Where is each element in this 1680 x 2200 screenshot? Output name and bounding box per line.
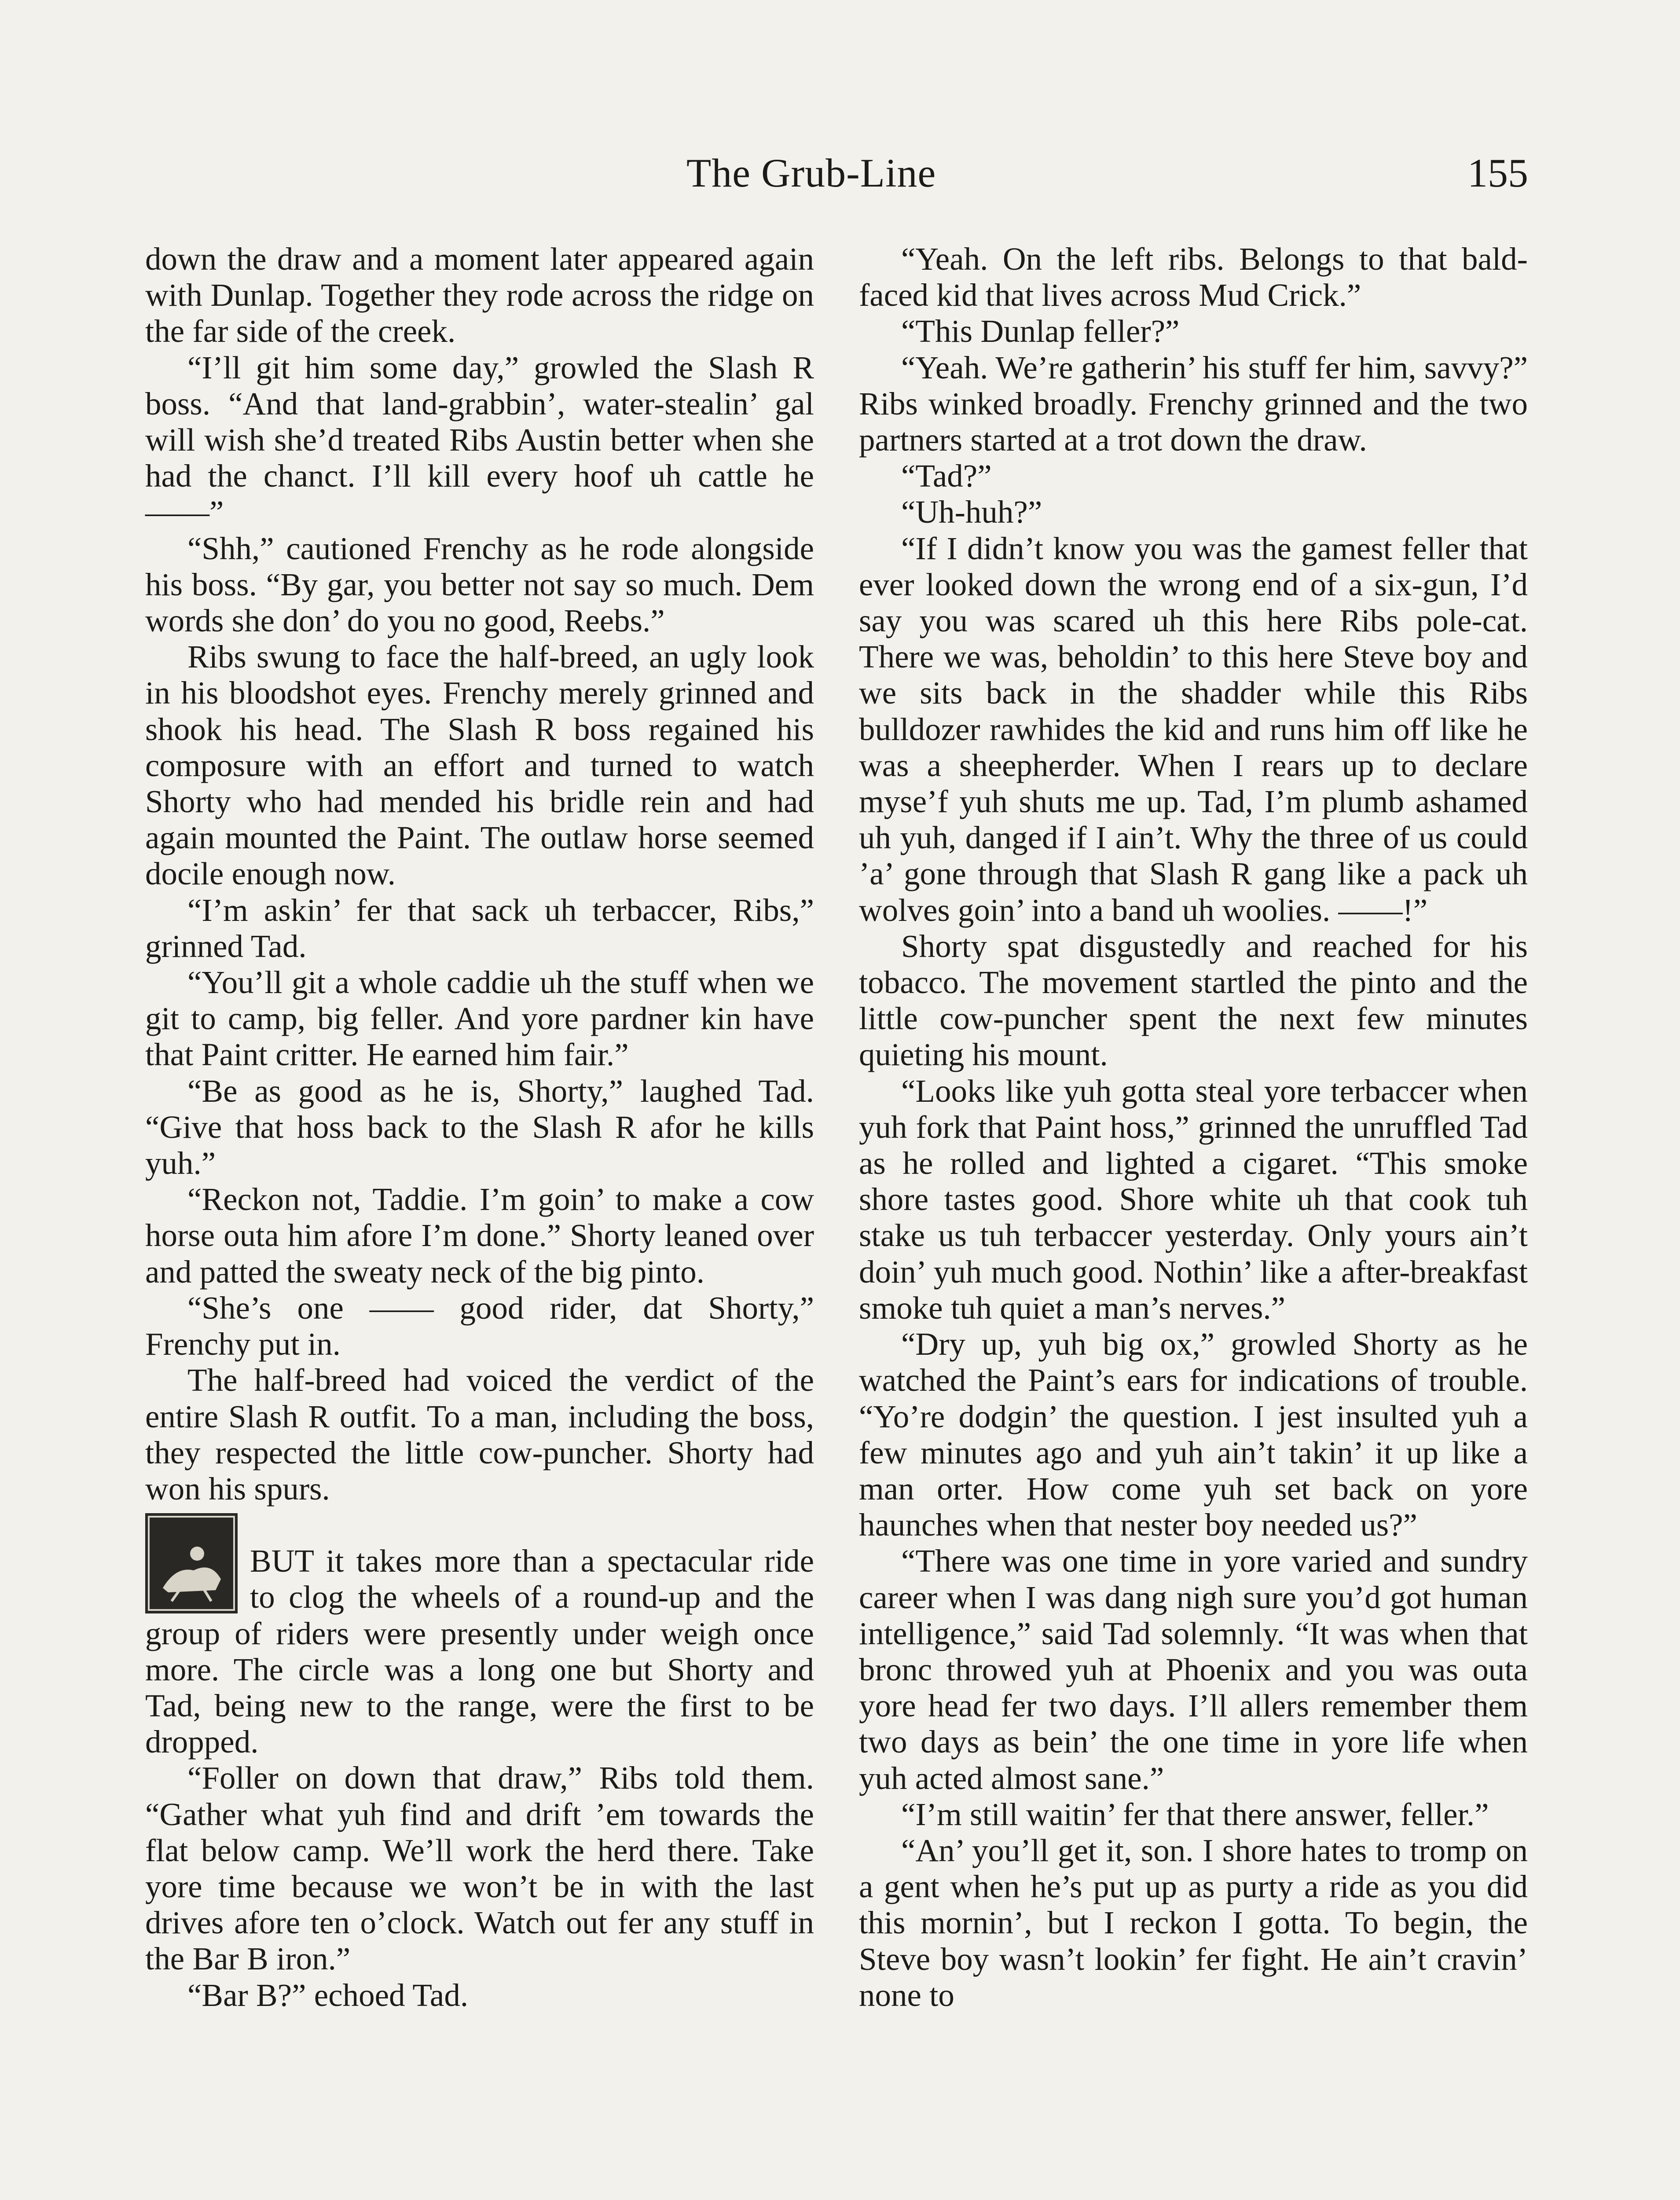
paragraph: “Shh,” cautioned Frenchy as he rode alongside his boss. “By gar, you better not say so much. Dem words she don’ do you no good, Reebs.” [145,530,814,639]
paragraph: “If I didn’t know you was the gamest feller that ever looked down the wrong end of a six-gun, I’d say you was scared uh this here Ribs pole-cat. There we was, beholdin’ to this here Steve boy and we sits back in the shadder while this Ribs bulldozer rawhides the kid and runs him off like he was a sheepherder. When I rears up to declare myse’f yuh shuts me up. Tad, I’m plumb ashamed uh yuh, danged if I ain’t. Why the three of us could ’a’ gone through that Slash R gang like a pack uh wolves goin’ into a band uh woolies. ——!” [859,530,1528,928]
paragraph: down the draw and a moment later appeared again with Dunlap. Together they rode across the ridge on the far side of the creek. [145,241,814,349]
paragraph: “Bar B?” echoed Tad. [187,1977,469,2013]
paragraph: BUT it takes more than a spectacular ride to clog the wheels of a round-up and the group of riders were presently under weigh once more. The circle was a long one but Shorty and Tad, being new to the range, were the first to be dropped. [145,1543,814,1760]
page-number: 155 [1467,150,1528,195]
paragraph: “Looks like yuh gotta steal yore terbaccer when yuh fork that Paint hoss,” grinned the unruffled Tad as he rolled and lighted a cigaret. “This smoke shore tastes good. Shore white uh that cook tuh stake us tuh terbaccer yesterday. Only yours ain’t doin’ yuh much good. Nothin’ like a after-breakfast smoke tuh quiet a man’s nerves.” [859,1073,1528,1326]
paragraph: “Reckon not, Taddie. I’m goin’ to make a cow horse outa him afore I’m done.” Shorty leaned over and patted the sweaty neck of the big pinto. [145,1181,814,1290]
paragraph: “You’ll git a whole caddie uh the stuff when we git to camp, big feller. And yore pardner kin have that Paint critter. He earned him fair.” [145,964,814,1073]
paragraph: “I’m askin’ fer that sack uh terbaccer, Ribs,” grinned Tad. [145,892,814,964]
left-column [145,241,814,2013]
paragraph: Ribs swung to face the half-breed, an ugly look in his bloodshot eyes. Frenchy merely grinned and shook his head. The Slash R boss regained his composure with an effort and turned to watch Shorty who had mended his bridle rein and had again mounted the Paint. The outlaw horse seemed docile enough now. [145,639,814,892]
rider-ornament-icon [145,1513,238,1613]
paragraph: “This Dunlap feller?” [901,313,1180,349]
paragraph: “Foller on down that draw,” Ribs told them. “Gather what yuh find and drift ’em towards the flat below camp. We’ll work the herd there. Take yore time because we won’t be in with the last drives afore ten o’clock. Watch out fer any stuff in the Bar B iron.” [145,1760,814,1977]
running-head: The Grub-Line [686,150,936,195]
paragraph: “I’ll git him some day,” growled the Slash R boss. “And that land-grabbin’, water-stealin’ gal will wish she’d treated Ribs Austin better when she had the chanct. I’ll kill every hoof uh cattle he ——” [145,349,814,530]
paragraph: Shorty spat disgustedly and reached for his tobacco. The movement startled the pinto and the little cow-puncher spent the next few minutes quieting his mount. [859,928,1528,1073]
paragraph: “I’m still waitin’ fer that there answer, feller.” [901,1796,1489,1832]
paragraph: “She’s one —— good rider, dat Shorty,” Frenchy put in. [145,1290,814,1362]
paragraph: “Yeah. On the left ribs. Belongs to that bald-faced kid that lives across Mud Crick.” [859,241,1528,313]
paragraph: “Tad?” [901,458,992,494]
paragraph: The half-breed had voiced the verdict of the entire Slash R outfit. To a man, including the boss, they respected the little cow-puncher. Shorty had won his spurs. [145,1362,814,1507]
paragraph: “There was one time in yore varied and sundry career when I was dang nigh sure you’d got human intelligence,” said Tad solemnly. “It was when that bronc throwed yuh at Phoenix and you was outa yore head fer two days. I’ll allers remember them two days as bein’ the one time in yore life when yuh acted almost sane.” [859,1543,1528,1796]
section-ornament-illustration [145,1513,238,1613]
paragraph: “An’ you’ll get it, son. I shore hates to tromp on a gent when he’s put up as purty a ride as you did this mornin’, but I reckon I gotta. To begin, the Steve boy wasn’t lookin’ fer fight. He ain’t cravin’ none to [859,1832,1528,2013]
paragraph: “Dry up, yuh big ox,” growled Shorty as he watched the Paint’s ears for indications of trouble. “Yo’re dodgin’ the question. I jest insulted yuh a few minutes ago and yuh ain’t takin’ it up like a man orter. How come yuh set back on yore haunches when that nester boy needed us?” [859,1326,1528,1543]
paragraph: “Be as good as he is, Shorty,” laughed Tad. “Give that hoss back to the Slash R afor he kills yuh.” [145,1073,814,1181]
paragraph: “Yeah. We’re gatherin’ his stuff fer him, savvy?” Ribs winked broadly. Frenchy grinned and the two partners started at a trot down the draw. [859,349,1528,458]
paragraph: “Uh-huh?” [901,494,1042,530]
right-column [859,241,1528,2013]
